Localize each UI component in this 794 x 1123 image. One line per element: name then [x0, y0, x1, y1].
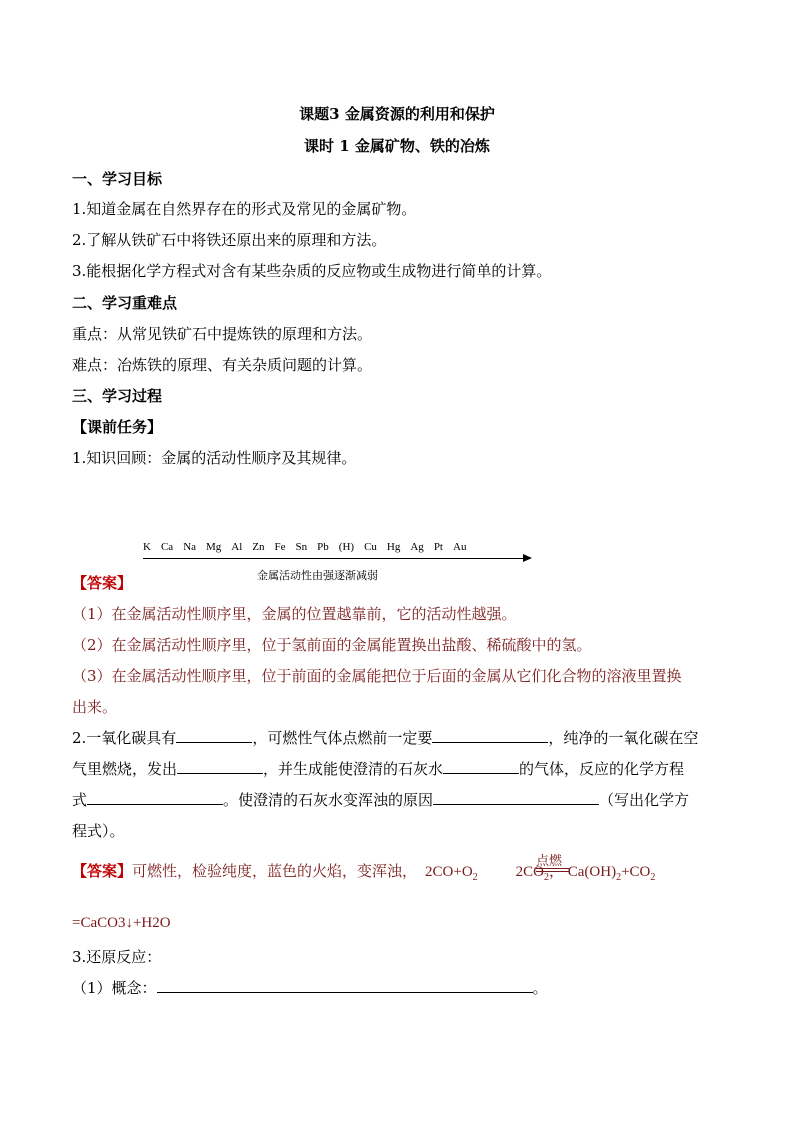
concept-end: 。 [532, 979, 548, 997]
q2-text: （写出化学方 [599, 791, 690, 809]
q2-text: ，纯净的一氧化碳在空 [548, 729, 699, 747]
metal-symbol: Mg [206, 541, 222, 553]
section2-heading: 二、学习重难点 [72, 294, 178, 312]
metal-symbol: Ca [160, 541, 174, 553]
pre-class-task: 【课前任务】 [72, 418, 163, 436]
metal-symbol: Cu [364, 541, 377, 553]
metal-symbol: Zn [252, 541, 265, 553]
blank-field[interactable] [432, 728, 548, 743]
metal-symbol: Hg [386, 541, 401, 553]
metal-symbol: Pb [317, 541, 329, 553]
question-2-line-4: 程式）。 [72, 822, 125, 840]
q2-text: 2.一氧化碳具有 [72, 729, 177, 747]
question-3-title: 3.还原反应： [72, 948, 162, 966]
blank-field[interactable] [157, 978, 533, 993]
metal-symbol: Sn [295, 541, 308, 553]
answer-label-1: 【答案】 [72, 574, 133, 592]
q2-text: ，并生成能使澄清的石灰水 [263, 760, 444, 778]
activity-label: 金属活动性由强逐渐减弱 [257, 569, 378, 582]
answer2-line-2: =CaCO3↓+H2O [72, 915, 171, 931]
metal-symbol: Pt [433, 541, 443, 553]
answer1-line-3: （3）在金属活动性顺序里，位于前面的金属能把位于后面的金属从它们化合物的溶液里置换 [72, 667, 682, 685]
answer1-line-2: （2）在金属活动性顺序里，位于氢前面的金属能置换出盐酸、稀硫酸中的氢。 [72, 636, 592, 654]
blank-field[interactable] [433, 790, 599, 805]
equation-1: $2CO+O_2$ $2CO_2$， $Ca(OH)_2+CO_2$ [425, 864, 656, 883]
goal-item-3: 3.能根据化学方程式对含有某些杂质的反应物或生成物进行简单的计算。 [72, 262, 552, 280]
q2-text: ，可燃性气体点燃前一定要 [252, 729, 433, 747]
answer2-text: 可燃性，检验纯度，蓝色的火焰，变浑浊， [132, 862, 418, 880]
goal-item-2: 2.了解从铁矿石中将铁还原出来的原理和方法。 [72, 231, 387, 249]
activity-arrow [143, 558, 525, 559]
arrowhead-icon [523, 554, 532, 562]
metal-symbol: Au [453, 541, 467, 553]
main-title: 课题3 金属资源的利用和保护 [299, 105, 495, 123]
answer1-line-4: 出来。 [72, 698, 118, 716]
blank-field[interactable] [176, 728, 252, 743]
reaction-condition: 点燃 [536, 854, 563, 869]
metal-symbol: (H) [338, 541, 355, 553]
question-3-concept [72, 977, 548, 998]
equals-sign [536, 868, 569, 872]
sub-title: 课时 1 金属矿物、铁的冶炼 [304, 137, 490, 155]
question-2-line-1 [72, 727, 698, 748]
difficult-point: 难点：冶炼铁的原理、有关杂质问题的计算。 [72, 356, 373, 374]
blank-field[interactable] [87, 790, 223, 805]
blank-field[interactable] [443, 759, 519, 774]
section1-heading: 一、学习目标 [72, 170, 163, 188]
metal-symbol: K [143, 541, 151, 553]
key-point: 重点：从常见铁矿石中提炼铁的原理和方法。 [72, 325, 373, 343]
concept-label: （1）概念： [72, 979, 157, 997]
q2-text: 式 [72, 791, 88, 809]
section3-heading: 三、学习过程 [72, 387, 163, 405]
q2-text: 的气体，反应的化学方程 [519, 760, 685, 778]
metal-symbol: Al [231, 541, 243, 553]
metal-symbol: Na [183, 541, 197, 553]
answer-label-2: 【答案】 [72, 862, 133, 880]
blank-field[interactable] [177, 759, 263, 774]
question-2-line-2 [72, 758, 684, 779]
q2-text: 气里燃烧，发出 [72, 760, 178, 778]
goal-item-1: 1.知道金属在自然界存在的形式及常见的金属矿物。 [72, 200, 417, 218]
q2-text: 。使澄清的石灰水变浑浊的原因 [223, 791, 434, 809]
activity-series [143, 541, 476, 553]
metal-symbol: Fe [274, 541, 286, 553]
question-2-line-3 [72, 789, 689, 810]
answer1-line-1: （1）在金属活动性顺序里，金属的位置越靠前，它的活动性越强。 [72, 605, 517, 623]
question-1: 1.知识回顾：金属的活动性顺序及其规律。 [72, 449, 357, 467]
metal-symbol: Ag [410, 541, 424, 553]
